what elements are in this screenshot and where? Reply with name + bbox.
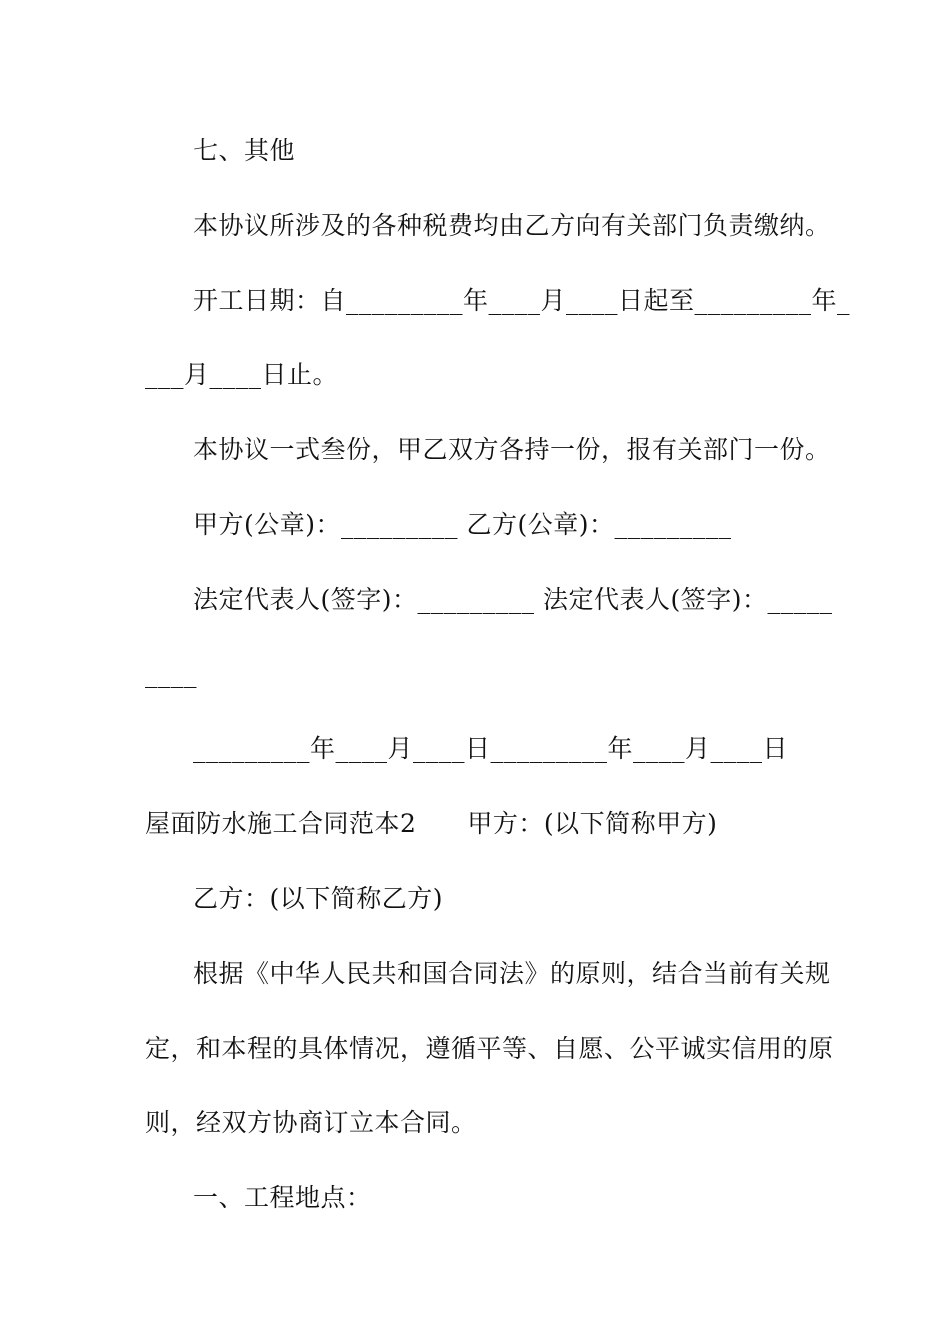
party-seals-line: 甲方(公章)：_________ 乙方(公章)：_________ — [193, 510, 732, 539]
signing-dates-line: _________年____月____日_________年____月____日 — [193, 734, 789, 763]
legal-representatives-line: 法定代表人(签字)：_________ 法定代表人(签字)：_____ — [193, 585, 833, 614]
start-date-clause-continued: ___月____日止。 — [145, 360, 339, 389]
preamble-line-2: 定，和本程的具体情况，遵循平等、自愿、公平诚实信用的原 — [145, 1034, 834, 1063]
preamble-line-3: 则，经双方协商订立本合同。 — [145, 1108, 477, 1137]
copies-clause: 本协议一式叁份，甲乙双方各持一份，报有关部门一份。 — [193, 435, 831, 464]
preamble-line-1: 根据《中华人民共和国合同法》的原则，结合当前有关规 — [193, 959, 831, 988]
start-date-clause: 开工日期：自_________年____月____日起至_________年_ — [193, 286, 851, 315]
legal-representatives-line-continued: ____ — [145, 659, 197, 688]
tax-clause: 本协议所涉及的各种税费均由乙方向有关部门负责缴纳。 — [193, 211, 831, 240]
section-heading-project-location: 一、工程地点： — [193, 1183, 372, 1212]
contract-template-2-title: 屋面防水施工合同范本2 甲方：(以下简称甲方) — [145, 809, 718, 838]
section-heading-other: 七、其他 — [193, 136, 296, 165]
party-b-line: 乙方：(以下简称乙方) — [193, 884, 444, 913]
